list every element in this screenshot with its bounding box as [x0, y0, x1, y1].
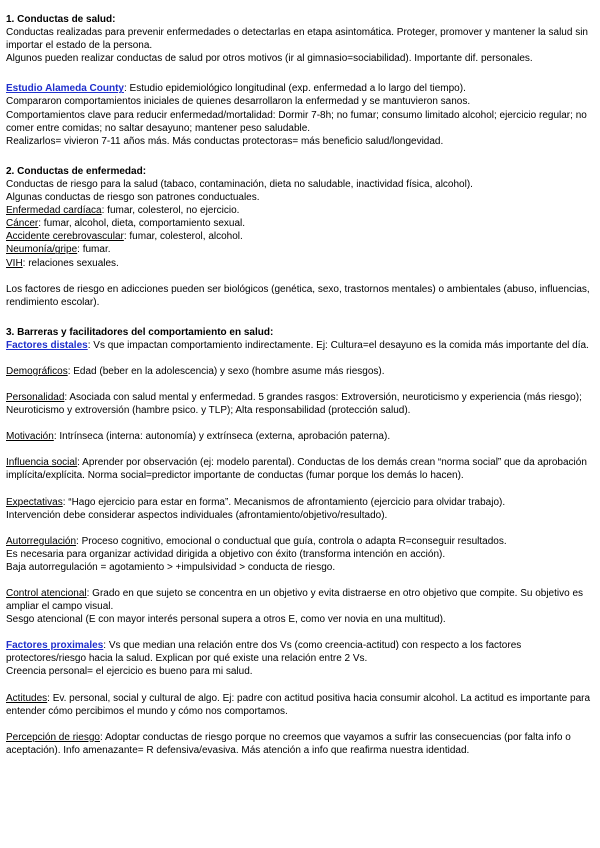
s2-line-2: Algunas conductas de riesgo son patrones conductuales. — [6, 192, 260, 204]
autorregulacion-paragraph — [6, 535, 594, 548]
expectativas-paragraph — [6, 496, 594, 509]
demograficos-text: : Edad (beber en la adolescencia) y sexo (hombre asume más riesgos). — [67, 365, 385, 377]
s2-line-3: Los factores de riesgo en adicciones pueden ser biológicos (genética, sexo, trastornos mentales) o ambientales (abuso, influencias, rendimiento escolar). — [6, 283, 590, 308]
alameda-line-2: Compararon comportamientos iniciales de quienes desarrollaron la enfermedad y se mantuvieron sanos. — [6, 96, 471, 108]
section-3-title: 3. Barreras y facilitadores del comportamiento en salud: — [6, 326, 274, 338]
demograficos-label: Demográficos — [6, 365, 68, 377]
distales-paragraph — [6, 339, 594, 352]
influencia-paragraph — [6, 456, 594, 482]
alameda-text: : Estudio epidemiológico longitudinal (exp. enfermedad a lo largo del tiempo). — [123, 83, 466, 95]
s2-line-1: Conductas de riesgo para la salud (tabaco, contaminación, dieta no saludable, inactividad física, alcohol). — [6, 178, 473, 190]
control-paragraph — [6, 587, 594, 613]
risk-item — [6, 257, 594, 270]
risk-item — [6, 230, 594, 243]
motivacion-label: Motivación — [6, 431, 54, 443]
s1-line-1: Conductas realizadas para prevenir enfermedades o detectarlas en etapa asintomática. Proteger, promover y mantener la salud sin importar el estado de la persona. — [6, 27, 588, 52]
section-2-title: 2. Conductas de enfermedad: — [6, 165, 147, 177]
alameda-line-4: Realizarlos= vivieron 7-11 años más. Más conductas protectoras= más beneficio salud/longevidad. — [6, 135, 444, 147]
risk-item-text: : fumar, alcohol, dieta, comportamiento sexual. — [38, 218, 246, 230]
personalidad-text: : Asociada con salud mental y enfermedad. 5 grandes rasgos: Extroversión, neuroticismo y experiencia (más riesgo); Neuroticismo y extroversión (hambre psico. y TLP); Alta responsabilidad (protección salud). — [6, 392, 582, 417]
risk-item-label: Enfermedad cardíaca — [6, 205, 102, 217]
personalidad-paragraph — [6, 391, 594, 417]
risk-item-text: : relaciones sexuales. — [22, 257, 119, 269]
s1-line-2: Algunos pueden realizar conductas de salud por otros motivos (ir al gimnasio=sociabilidad). Importante dif. personales. — [6, 53, 533, 65]
distales-heading: Factores distales — [6, 339, 88, 351]
section-1-title: 1. Conductas de salud: — [6, 14, 116, 25]
expectativas-text: : “Hago ejercicio para estar en forma”. Mecanismos de afrontamiento (ejercicio para olvidar trabajo). — [62, 496, 506, 508]
motivacion-text: : Intrínseca (interna: autonomía) y extrínseca (externa, aprobación paterna). — [53, 431, 391, 443]
autorregulacion-label: Autorregulación — [6, 535, 77, 547]
alameda-heading: Estudio Alameda County — [6, 83, 124, 95]
risk-item-label: VIH — [6, 257, 23, 269]
percepcion-text: : Adoptar conductas de riesgo porque no creemos que vayamos a sufrir las consecuencias (por falta info o aceptación). Info amenazante= R defensiva/evasiva. Más atención a info que reafirma nuestra identidad. — [6, 731, 571, 756]
alameda-line-3: Comportamientos clave para reducir enfermedad/mortalidad: Dormir 7-8h; no fumar; consumo limitado alcohol; ejercicio regular; no comer entre comidas; no saltar desayuno; mantener peso saludable. — [6, 109, 587, 134]
risk-item-text: : fumar, colesterol, alcohol. — [123, 231, 243, 243]
influencia-label: Influencia social — [6, 457, 78, 469]
percepcion-paragraph — [6, 731, 594, 757]
risk-item — [6, 217, 594, 230]
actitudes-label: Actitudes — [6, 692, 48, 704]
expectativas-line-2: Intervención debe considerar aspectos individuales (afrontamiento/objetivo/resultado). — [6, 509, 388, 521]
risk-item-label: Neumonía/gripe — [6, 244, 78, 256]
autorregulacion-line-2: Es necesaria para organizar actividad dirigida a objetivo con éxito (transforma intención en acción). — [6, 548, 446, 560]
expectativas-label: Expectativas — [6, 496, 63, 508]
risk-item-label: Cáncer — [6, 218, 39, 230]
risk-item-label: Accidente cerebrovascular — [6, 231, 124, 243]
risk-item-text: : fumar, colesterol, no ejercicio. — [101, 205, 240, 217]
risk-item — [6, 204, 594, 217]
risk-item — [6, 243, 594, 256]
control-text: : Grado en que sujeto se concentra en un objetivo y evita distraerse en otro objetivo que compite. Su objetivo es ampliar el campo visual. — [6, 588, 584, 613]
demograficos-paragraph — [6, 365, 594, 378]
autorregulacion-line-3: Baja autorregulación = agotamiento > +impulsividad > conducta de riesgo. — [6, 561, 336, 573]
motivacion-paragraph — [6, 430, 594, 443]
actitudes-text: : Ev. personal, social y cultural de algo. Ej: padre con actitud positiva hacia consumir alcohol. La actitud es importante para entender cómo percibimos el mundo y cómo nos comportamos. — [6, 692, 591, 717]
alameda-paragraph — [6, 82, 594, 95]
actitudes-paragraph — [6, 692, 594, 718]
proximales-paragraph — [6, 639, 594, 665]
autorregulacion-text: : Proceso cognitivo, emocional o conductual que guía, controla o adapta R=conseguir resultados. — [76, 535, 507, 547]
control-label: Control atencional — [6, 588, 87, 599]
proximales-line-2: Creencia personal= el ejercicio es bueno para mi salud. — [6, 666, 253, 678]
control-line-2: Sesgo atencional (E con mayor interés personal supera a otros E, como ver novia en una multitud). — [6, 614, 446, 626]
proximales-heading: Factores proximales — [6, 640, 104, 652]
personalidad-label: Personalidad — [6, 392, 65, 404]
proximales-text: : Vs que median una relación entre dos Vs (como creencia-actitud) con respecto a los factores protectores/riesgo hacia la salud. Explican por qué existe una relación entre 2 Vs. — [6, 640, 522, 665]
distales-text: : Vs que impactan comportamiento indirectamente. Ej: Cultura=el desayuno es la comida más importante del día. — [87, 339, 589, 351]
percepcion-label: Percepción de riesgo — [6, 731, 100, 743]
risk-item-text: : fumar. — [77, 244, 111, 256]
influencia-text: : Aprender por observación (ej: modelo parental). Conductas de los demás crean “norma social” que da aprobación implícita/explícita. Norma social=predictor importante de conductas (fumar porque los demás lo hacen). — [6, 457, 587, 482]
